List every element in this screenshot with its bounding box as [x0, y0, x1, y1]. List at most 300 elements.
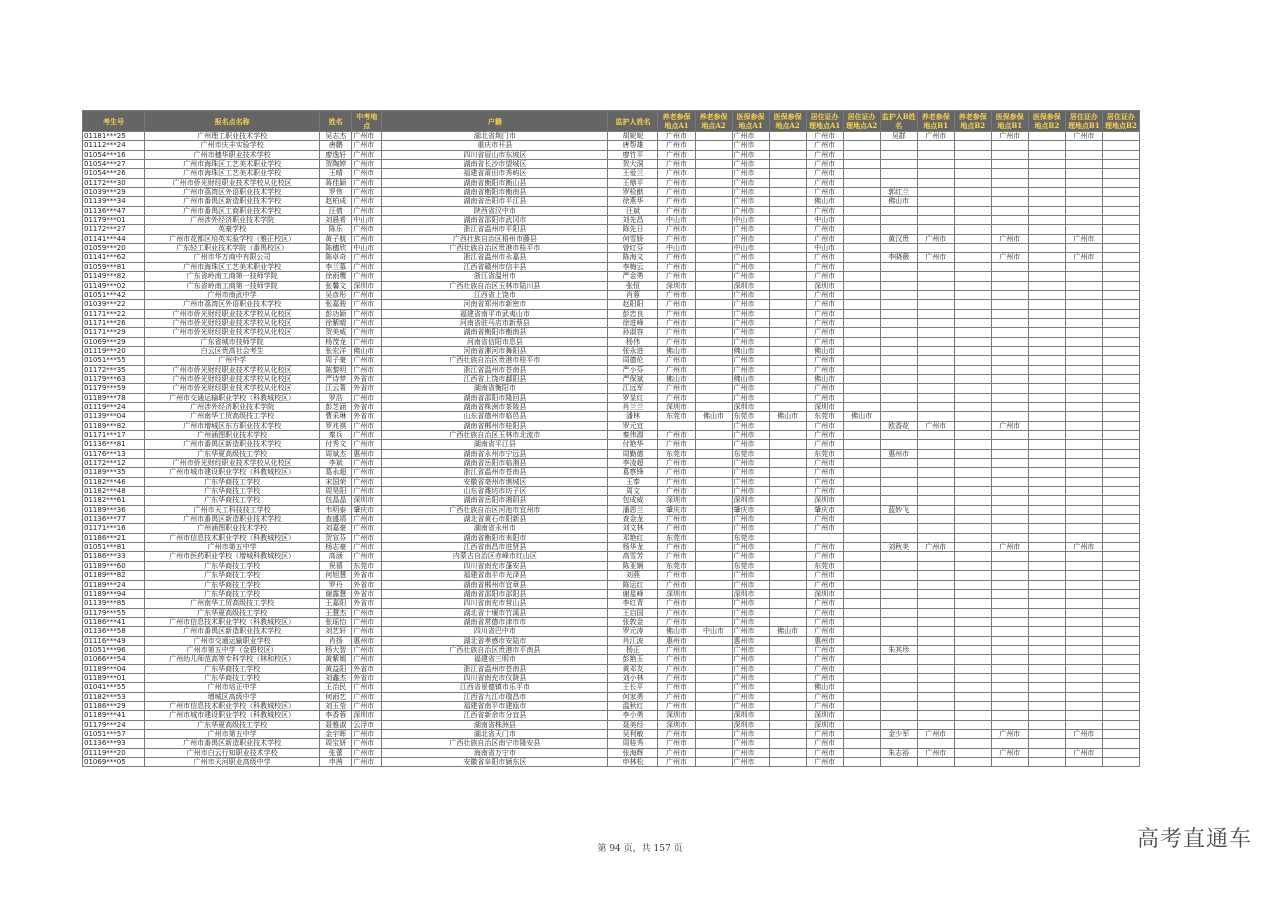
table-cell [954, 393, 991, 402]
table-cell: 惠州市 [658, 636, 695, 645]
table-cell [1028, 141, 1065, 150]
table-cell: 佛山市 [880, 197, 917, 206]
table-cell [954, 281, 991, 290]
table-cell: 广州市 [352, 150, 382, 159]
table-cell [769, 561, 806, 570]
table-cell: 广州市 [658, 739, 695, 748]
table-cell [917, 720, 954, 729]
table-cell: 广州市 [732, 664, 769, 673]
table-cell: 湖南省株洲县 [382, 720, 608, 729]
table-cell [1102, 421, 1139, 430]
table-cell: 广州市侨光财经职业技术学校从化校区 [145, 459, 320, 468]
table-cell [1102, 318, 1139, 327]
table-cell: 高雪芳 [608, 552, 658, 561]
table-cell [769, 701, 806, 710]
table-cell [1028, 216, 1065, 225]
table-cell: 李小勇 [608, 711, 658, 720]
table-cell [1102, 206, 1139, 215]
table-cell: 广州市 [732, 683, 769, 692]
table-cell [1102, 533, 1139, 542]
table-cell: 01189***60 [83, 561, 145, 570]
table-cell [1028, 730, 1065, 739]
table-cell [695, 225, 732, 234]
table-cell: 广州市海珠区工艺美术职业学校 [145, 160, 320, 169]
table-row [83, 515, 1140, 524]
table-cell [1028, 636, 1065, 645]
table-cell [991, 739, 1028, 748]
table-cell: 广州市 [991, 543, 1028, 552]
table-cell: 01116***49 [83, 636, 145, 645]
table-cell: 广州市花都区培英实验学校（雅正校区） [145, 234, 320, 243]
table-cell: 01179***01 [83, 216, 145, 225]
table-cell [769, 374, 806, 383]
table-cell: 01182***46 [83, 477, 145, 486]
table-cell: 广州市 [658, 197, 695, 206]
table-cell [1028, 402, 1065, 411]
table-row [83, 272, 1140, 281]
table-cell: 刘鑫杰 [320, 673, 352, 682]
table-cell [695, 748, 732, 757]
table-cell: 广州市 [732, 673, 769, 682]
table-cell [954, 431, 991, 440]
table-cell: 广州市 [806, 141, 843, 150]
table-cell [880, 300, 917, 309]
table-cell: 增城区高级中学 [145, 692, 320, 701]
table-cell: 广州市 [658, 730, 695, 739]
table-cell: 广州市侨光财经职业技术学校从化校区 [145, 365, 320, 374]
table-cell: 广州市 [658, 599, 695, 608]
table-cell: 彭艳玉 [608, 655, 658, 664]
table-cell: 广州市 [806, 178, 843, 187]
table-cell: 海南省万宁市 [382, 748, 608, 757]
table-cell [1028, 253, 1065, 262]
table-cell: 01069***05 [83, 758, 145, 767]
table-cell [843, 580, 880, 589]
table-cell: 广州市 [806, 132, 843, 141]
table-cell: 01189***78 [83, 393, 145, 402]
table-cell: 广州市荔湾区外语职业技术学校 [145, 188, 320, 197]
table-cell: 周宝妍 [320, 739, 352, 748]
table-cell [695, 262, 732, 271]
table-cell [1028, 655, 1065, 664]
table-cell [1102, 440, 1139, 449]
table-cell [917, 487, 954, 496]
table-cell: 佛山市 [806, 197, 843, 206]
table-cell: 湖南省株洲市茶陵县 [382, 402, 608, 411]
table-cell: 中山市 [806, 244, 843, 253]
table-cell [1028, 701, 1065, 710]
table-cell [1065, 701, 1102, 710]
column-header: 姓名 [320, 111, 352, 132]
table-cell: 刘玉莹 [320, 701, 352, 710]
table-cell: 温秋红 [608, 701, 658, 710]
table-cell: 广州市 [732, 552, 769, 561]
table-cell: 广州市 [352, 300, 382, 309]
table-row [83, 412, 1140, 421]
table-cell: 罗元宜 [608, 421, 658, 430]
table-cell [954, 533, 991, 542]
table-cell [1102, 178, 1139, 187]
table-cell: 蓝妙飞 [880, 505, 917, 514]
table-cell: 广州市 [352, 748, 382, 757]
table-cell [769, 244, 806, 253]
table-cell: 福建省南平市光泽县 [382, 571, 608, 580]
table-cell: 01189***82 [83, 571, 145, 580]
watermark-logo-text: 高考直通车 [1136, 827, 1252, 852]
table-cell: 湖南省衡阳市衡南县 [382, 188, 608, 197]
table-cell [843, 150, 880, 159]
table-cell: 广东省城市技师学院 [145, 337, 320, 346]
table-cell: 外省市 [352, 402, 382, 411]
table-cell: 01189***35 [83, 468, 145, 477]
table-cell [991, 683, 1028, 692]
table-cell [843, 748, 880, 757]
table-cell [917, 477, 954, 486]
table-cell: 查盛靖 [320, 515, 352, 524]
table-cell: 广州理工职业技术学校 [145, 132, 320, 141]
table-cell: 广州市 [658, 188, 695, 197]
table-cell [991, 272, 1028, 281]
table-cell [991, 300, 1028, 309]
table-cell: 广州市南武中学 [145, 290, 320, 299]
table-cell [880, 281, 917, 290]
table-cell [880, 758, 917, 767]
table-cell [954, 627, 991, 636]
table-cell: 广州市 [658, 655, 695, 664]
table-cell: 广州市 [352, 225, 382, 234]
table-cell [880, 468, 917, 477]
table-cell [1102, 272, 1139, 281]
table-row [83, 160, 1140, 169]
column-header: 中考地点 [352, 111, 382, 132]
table-cell [917, 374, 954, 383]
table-cell [1102, 281, 1139, 290]
table-cell: 广州市交通运输职业学校（科教城校区） [145, 393, 320, 402]
table-cell: 广州市 [658, 384, 695, 393]
table-cell [1102, 431, 1139, 440]
table-cell [843, 206, 880, 215]
table-cell [954, 412, 991, 421]
table-cell [991, 206, 1028, 215]
table-cell: 广州市 [732, 645, 769, 654]
table-cell [695, 673, 732, 682]
table-cell [880, 459, 917, 468]
table-cell: 广州市 [658, 459, 695, 468]
table-cell [1065, 477, 1102, 486]
table-cell: 广州市 [806, 599, 843, 608]
table-cell [1065, 421, 1102, 430]
table-cell [695, 318, 732, 327]
table-cell [1065, 290, 1102, 299]
table-cell: 01186***29 [83, 701, 145, 710]
table-cell [954, 645, 991, 654]
table-cell: 唐鹏 [320, 141, 352, 150]
table-cell: 深圳市 [806, 720, 843, 729]
table-cell: 广州市 [806, 645, 843, 654]
table-cell [954, 487, 991, 496]
table-cell: 江西省景德镇市乐平市 [382, 683, 608, 692]
table-cell [954, 309, 991, 318]
table-cell [843, 664, 880, 673]
table-cell [991, 599, 1028, 608]
table-cell [880, 337, 917, 346]
table-cell [880, 290, 917, 299]
table-cell: 佛山市 [843, 412, 880, 421]
table-cell [843, 608, 880, 617]
table-cell: 01176***13 [83, 449, 145, 458]
table-cell [1102, 543, 1139, 552]
table-cell [695, 150, 732, 159]
table-cell [695, 384, 732, 393]
table-cell [880, 552, 917, 561]
table-cell [991, 533, 1028, 542]
table-cell: 湖北省十堰市竹溪县 [382, 608, 608, 617]
table-cell: 广州市 [806, 543, 843, 552]
table-cell: 广西壮族自治区玉林市北流市 [382, 431, 608, 440]
table-cell [843, 571, 880, 580]
table-cell [917, 262, 954, 271]
table-cell [1065, 206, 1102, 215]
table-cell [991, 758, 1028, 767]
table-cell: 河南省驻马店市新蔡县 [382, 318, 608, 327]
column-header: 医保参保地点B1 [991, 111, 1028, 132]
table-cell [769, 206, 806, 215]
table-row [83, 290, 1140, 299]
table-cell [880, 515, 917, 524]
table-cell [991, 505, 1028, 514]
table-cell [695, 346, 732, 355]
table-cell [769, 449, 806, 458]
table-cell [695, 496, 732, 505]
table-cell [1102, 393, 1139, 402]
table-row [83, 141, 1140, 150]
table-cell [695, 608, 732, 617]
table-cell [1028, 543, 1065, 552]
table-cell [1102, 150, 1139, 159]
table-cell: 广州市 [352, 524, 382, 533]
table-cell: 广州市 [806, 169, 843, 178]
table-cell: 中山市 [352, 216, 382, 225]
table-cell: 湖南省岳阳市平江县 [382, 197, 608, 206]
table-cell: 01136***93 [83, 739, 145, 748]
table-row [83, 244, 1140, 253]
table-cell [991, 655, 1028, 664]
table-cell: 陈卓奇 [320, 253, 352, 262]
table-cell [843, 487, 880, 496]
table-cell [695, 468, 732, 477]
table-cell [917, 160, 954, 169]
table-cell: 何旭慧 [320, 571, 352, 580]
table-cell: 广州市 [732, 515, 769, 524]
table-cell: 王治民 [320, 683, 352, 692]
table-cell [769, 431, 806, 440]
table-cell [1102, 505, 1139, 514]
table-cell [991, 496, 1028, 505]
table-cell: 何雨艺 [320, 692, 352, 701]
table-row [83, 608, 1140, 617]
table-cell: 广东华夏高级技工学校 [145, 608, 320, 617]
table-cell: 广州市 [658, 748, 695, 757]
table-cell: 深圳市 [732, 711, 769, 720]
table-cell [1065, 655, 1102, 664]
table-cell: 广东省岭南工商第一技师学院 [145, 281, 320, 290]
table-cell: 广州市 [806, 318, 843, 327]
table-cell [1065, 468, 1102, 477]
table-cell [1102, 253, 1139, 262]
table-cell: 广州市 [732, 701, 769, 710]
table-cell: 01189***41 [83, 711, 145, 720]
table-cell: 深圳市 [806, 711, 843, 720]
table-cell [695, 711, 732, 720]
table-cell [880, 318, 917, 327]
table-cell [917, 758, 954, 767]
table-cell: 中山市 [732, 244, 769, 253]
table-cell: 深圳市 [352, 496, 382, 505]
table-cell [843, 533, 880, 542]
table-cell: 深圳市 [658, 402, 695, 411]
table-cell: 广州市 [806, 730, 843, 739]
table-cell [1102, 608, 1139, 617]
table-cell [1102, 580, 1139, 589]
table-cell [695, 580, 732, 589]
table-cell [954, 253, 991, 262]
table-cell: 深圳市 [658, 281, 695, 290]
table-cell: 广州市 [658, 300, 695, 309]
table-cell [1028, 440, 1065, 449]
table-cell: 东莞市 [732, 561, 769, 570]
table-cell: 陈亚娴 [608, 561, 658, 570]
table-cell: 广州市 [658, 225, 695, 234]
table-cell: 广州市 [352, 758, 382, 767]
table-cell: 广州市 [732, 206, 769, 215]
table-cell [769, 739, 806, 748]
table-cell: 广州市 [806, 580, 843, 589]
table-cell [991, 244, 1028, 253]
table-row [83, 524, 1140, 533]
table-cell [843, 225, 880, 234]
table-cell: 广州市 [806, 655, 843, 664]
table-cell [954, 197, 991, 206]
table-cell: 广州市 [732, 150, 769, 159]
table-cell: 01051***57 [83, 730, 145, 739]
table-cell [917, 197, 954, 206]
table-cell: 广州涌图职业技术学校 [145, 431, 320, 440]
table-cell [1102, 216, 1139, 225]
table-row [83, 318, 1140, 327]
table-cell [1065, 440, 1102, 449]
table-cell: 东莞市 [658, 533, 695, 542]
table-cell: 广州市 [658, 169, 695, 178]
table-cell: 外省市 [352, 664, 382, 673]
table-cell [695, 328, 732, 337]
table-cell: 罗检猷 [608, 188, 658, 197]
table-cell: 湖南省衡阳市耒阳市 [382, 533, 608, 542]
table-cell: 湖南省郴州市宜章县 [382, 580, 608, 589]
table-cell: 广州市 [806, 468, 843, 477]
table-cell [1065, 692, 1102, 701]
table-cell [880, 617, 917, 626]
table-cell [1065, 720, 1102, 729]
table-cell [917, 589, 954, 598]
table-cell: 湖北省孝感市安陆市 [382, 636, 608, 645]
table-cell: 广东华商技工学校 [145, 496, 320, 505]
table-cell [1028, 599, 1065, 608]
table-cell: 广州市 [806, 337, 843, 346]
table-cell [843, 402, 880, 411]
table-cell [991, 160, 1028, 169]
table-row [83, 683, 1140, 692]
table-cell: 广州市 [806, 393, 843, 402]
data-table [82, 110, 1140, 767]
table-cell: 王鼎平 [608, 178, 658, 187]
table-cell: 汪斌 [608, 206, 658, 215]
table-cell: 01039***29 [83, 188, 145, 197]
table-cell: 广州市 [917, 234, 954, 243]
table-cell: 吴志杰 [320, 132, 352, 141]
table-cell: 广州市 [352, 188, 382, 197]
table-cell [954, 655, 991, 664]
table-cell [917, 496, 954, 505]
table-cell: 广州市 [991, 132, 1028, 141]
table-cell: 01189***04 [83, 664, 145, 673]
table-cell [1065, 365, 1102, 374]
table-cell [880, 580, 917, 589]
table-row [83, 150, 1140, 159]
table-cell [769, 356, 806, 365]
table-cell [954, 673, 991, 682]
table-cell: 中山市 [695, 627, 732, 636]
table-cell: 东莞市 [806, 561, 843, 570]
table-cell [880, 636, 917, 645]
table-cell: 01149***02 [83, 281, 145, 290]
table-cell: 广州市 [352, 627, 382, 636]
table-cell: 黄邓友 [608, 664, 658, 673]
table-cell: 广东华商技工学校 [145, 580, 320, 589]
table-cell [1102, 197, 1139, 206]
table-cell: 广州市 [806, 739, 843, 748]
table-cell: 广州市 [658, 617, 695, 626]
column-header: 户籍 [382, 111, 608, 132]
table-cell [695, 402, 732, 411]
table-cell: 佛山市 [806, 374, 843, 383]
table-cell: 广州市 [732, 253, 769, 262]
table-row [83, 309, 1140, 318]
table-cell: 杨大智 [320, 645, 352, 654]
table-cell [1028, 664, 1065, 673]
table-cell: 吴利敏 [608, 730, 658, 739]
table-cell: 广州市 [732, 272, 769, 281]
table-cell: 刘小林 [608, 673, 658, 682]
table-cell [843, 468, 880, 477]
table-cell: 浙江省温州市平阳县 [382, 225, 608, 234]
table-cell: 外省市 [352, 580, 382, 589]
table-cell: 广州市侨光财经职业技术学校从化校区 [145, 328, 320, 337]
table-cell: 广州市 [352, 533, 382, 542]
table-cell [695, 421, 732, 430]
table-cell [1065, 309, 1102, 318]
table-cell [843, 477, 880, 486]
table-cell [1102, 132, 1139, 141]
table-row [83, 234, 1140, 243]
table-cell [843, 244, 880, 253]
table-cell [843, 234, 880, 243]
table-cell: 李红青 [608, 599, 658, 608]
table-cell: 广州市 [658, 290, 695, 299]
table-cell [1065, 571, 1102, 580]
table-cell [843, 645, 880, 654]
table-cell [917, 645, 954, 654]
table-cell: 周文 [608, 487, 658, 496]
